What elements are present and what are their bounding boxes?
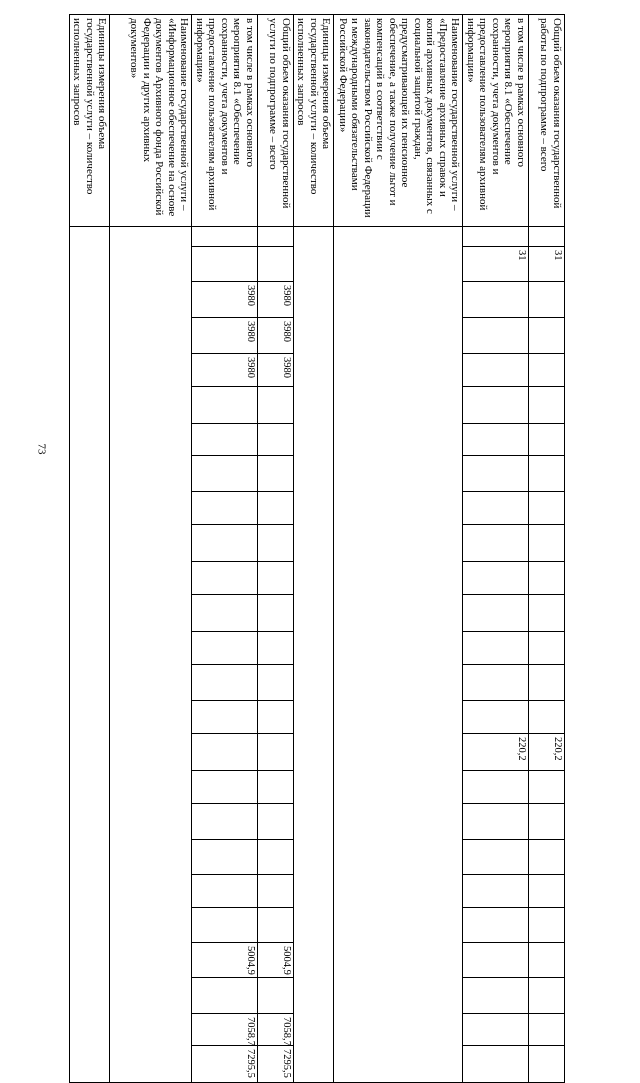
value-cell: 5004,9 [192,943,258,978]
table-row [258,15,294,1083]
merged-cell [110,227,192,1083]
value-cell [258,247,294,282]
value-cell [463,595,529,632]
merged-cell [70,227,111,1083]
value-cell [192,875,258,908]
value-cell [463,492,529,525]
table-row [294,15,335,1083]
row-label: Наименование государственной услуги – «Предоставление архивных справок и копий архивных документов, связанных с социальной защитой граждан, предусматривающей их пенсионное обеспечение, а также получение льгот и компенсаций в соответствии с законодательством Российской Федерации и международными обязательствами Российской Федерации» [334,15,463,227]
value-cell [258,908,294,943]
table-row [192,15,258,1083]
value-cell [192,804,258,840]
value-cell [192,227,258,247]
value-cell [258,804,294,840]
value-cell [529,492,565,525]
value-cell [258,734,294,771]
value-cell [529,908,565,943]
value-cell [529,387,565,424]
value-cell [529,318,565,354]
value-cell: 3980 [258,318,294,354]
value-cell [463,943,529,978]
value-cell [529,282,565,318]
rotated-table-container [71,14,565,1078]
row-label: в том числе в рамках основного мероприятия 8.1 «Обеспечение сохранности, учета документов и предоставление пользователям архивной информации» [463,15,529,227]
value-cell [192,595,258,632]
value-cell [463,771,529,804]
value-cell: 7058,7 [192,1014,258,1046]
value-cell [258,665,294,701]
value-cell [258,632,294,665]
value-cell [529,665,565,701]
row-label: Единицы измерения объема государственной услуги – количество исполненных запросов [294,15,335,227]
value-cell [192,632,258,665]
value-cell [463,354,529,387]
table-row [70,15,111,1083]
value-cell [192,908,258,943]
value-cell [463,227,529,247]
value-cell [529,424,565,456]
value-cell: 3980 [192,354,258,387]
value-cell: 220,2 [463,734,529,771]
value-cell [529,701,565,734]
row-label: Общий объем оказания государственной услуги по подпрограмме – всего [258,15,294,227]
value-cell [529,227,565,247]
value-cell [529,875,565,908]
value-cell [192,562,258,595]
value-cell [192,492,258,525]
value-cell [258,227,294,247]
value-cell: 7295,5 [192,1046,258,1083]
value-cell: 5004,9 [258,943,294,978]
value-cell [192,701,258,734]
value-cell [463,387,529,424]
value-cell [463,525,529,562]
value-cell [463,282,529,318]
value-cell: 3980 [258,282,294,318]
value-cell [192,387,258,424]
value-cell: 31 [529,247,565,282]
value-cell [258,562,294,595]
value-cell [192,247,258,282]
value-cell [529,1014,565,1046]
table-row [110,15,192,1083]
value-cell [529,595,565,632]
value-cell [529,456,565,492]
value-cell [529,525,565,562]
value-cell: 220,2 [529,734,565,771]
value-cell [258,701,294,734]
value-cell [463,908,529,943]
value-cell [192,665,258,701]
table-row [463,15,529,1083]
value-cell [529,632,565,665]
value-cell [258,840,294,875]
value-cell [463,978,529,1014]
value-cell [258,424,294,456]
merged-cell [334,227,463,1083]
table-row [529,15,565,1083]
value-cell [258,595,294,632]
table-row [334,15,463,1083]
value-cell [192,424,258,456]
value-cell [529,1046,565,1083]
value-cell [192,456,258,492]
value-cell [258,875,294,908]
value-cell [192,525,258,562]
subprogram-volume-table [69,14,565,1083]
value-cell [463,701,529,734]
value-cell: 7295,5 [258,1046,294,1083]
value-cell [463,875,529,908]
value-cell [258,978,294,1014]
value-cell [258,525,294,562]
row-label: Наименование государственной услуги – «Информационное обеспечение на основе документов Архивного фонда Российской Федерации и других архивных документов» [110,15,192,227]
merged-cell [294,227,335,1083]
value-cell: 3980 [192,318,258,354]
value-cell [258,771,294,804]
page-number: 73 [35,443,48,455]
row-label: в том числе в рамках основного мероприятия 8.1 «Обеспечение сохранности, учета документов и предоставление пользователям архивной информации» [192,15,258,227]
value-cell [258,456,294,492]
value-cell: 31 [463,247,529,282]
row-label: Общий объем оказания государственной работы по подпрограмме – всего [529,15,565,227]
value-cell [192,734,258,771]
value-cell [258,492,294,525]
value-cell [463,318,529,354]
value-cell: 3980 [192,282,258,318]
value-cell [463,632,529,665]
value-cell [529,840,565,875]
value-cell [463,424,529,456]
value-cell [192,978,258,1014]
value-cell [529,804,565,840]
value-cell [463,804,529,840]
row-label: Единицы измерения объема государственной услуги – количество исполненных запросов [70,15,111,227]
value-cell [463,1014,529,1046]
value-cell [463,562,529,595]
value-cell: 3980 [258,354,294,387]
value-cell [529,354,565,387]
value-cell [258,387,294,424]
value-cell [463,1046,529,1083]
value-cell: 7058,7 [258,1014,294,1046]
value-cell [529,771,565,804]
value-cell [529,978,565,1014]
value-cell [463,840,529,875]
value-cell [463,456,529,492]
value-cell [192,771,258,804]
value-cell [529,943,565,978]
value-cell [463,665,529,701]
value-cell [192,840,258,875]
value-cell [529,562,565,595]
